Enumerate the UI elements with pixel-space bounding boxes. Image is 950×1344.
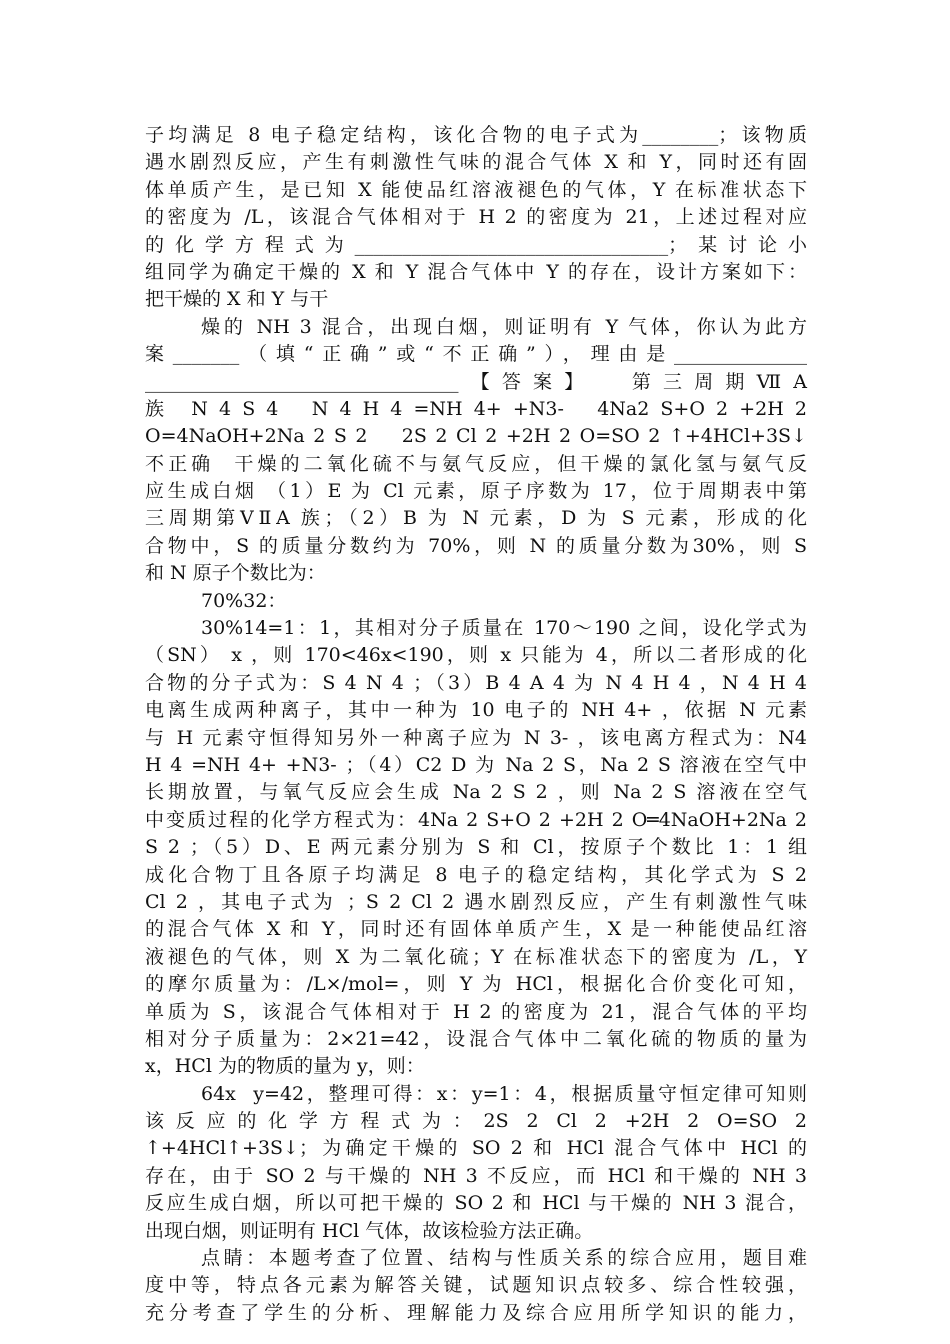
text-line: 与 H 元素守恒得知另外一种离子应为 N 3- ，该电离方程式为：N4 [145,726,807,749]
text-line: 子均满足 8 电子稳定结构，该化合物的电子式为________；该物质 [145,124,807,146]
text-line: 中变质过程的化学方程式为：4Na 2 S+O 2 +2H 2 O═4NaOH+2Na 2 [145,808,807,831]
text-line: 度中等，特点各元素为解答关键，试题知识点较多、综合性较强， [145,1274,807,1297]
text-line: 案_______（填“正确”或“不正确”），理由是______________ [145,343,807,366]
text-line: 的摩尔质量为：/L×/mol=，则 Y 为 HCl，根据化合价变化可知， [145,973,807,996]
text-line: 70%32： [201,589,287,612]
text-line: 充分考查了学生的分析、理解能力及综合应用所学知识的能力， [145,1301,807,1324]
text-line: 相对分子质量为：2×21=42，设混合气体中二氧化硫的物质的量为 [145,1027,807,1050]
text-line: 点睛：本题考查了位置、结构与性质关系的综合应用，题目难 [201,1247,807,1270]
text-line: 族 N 4 S 4 N 4 H 4 =NH 4+ +N3- 4Na2 S+O 2 +2H 2 [145,397,807,420]
text-line: ↑+4HCl↑+3S↓；为确定干燥的 SO 2 和 HCl 混合气体中 HCl 的 [145,1137,807,1160]
text-line: 和 N 原子个数比为： [145,562,326,585]
text-line: 存在，由于 SO 2 与干燥的 NH 3 不反应，而 HCl 和干燥的 NH 3 [145,1164,807,1187]
text-line: 液褪色的气体，则 X 为二氧化硫；Y 在标准状态下的密度为 /L，Y [145,945,807,968]
text-line: 长期放置，与氧气反应会生成 Na 2 S 2 ，则 Na 2 S 溶液在空气 [145,781,807,804]
text-line: 体单质产生，是已知 X 能使品红溶液褪色的气体，Y 在标准状态下 [145,178,807,201]
document-body [145,122,807,1327]
text-line: O=4NaOH+2Na 2 S 2 2S 2 Cl 2 +2H 2 O=SO 2 ↑+4HCl+3S↓ [145,425,807,448]
text-line: 合物中，S 的质量分数约为 70%，则 N 的质量分数为30%，则 S [145,534,807,557]
text-line: 把干燥的 X 和 Y 与干 [145,288,329,311]
text-line: 64x y=42，整理可得：x：y=1：4，根据质量守恒定律可知则 [201,1082,807,1105]
text-line: 遇水剧烈反应，产生有刺激性气味的混合气体 X 和 Y，同时还有固 [145,151,807,174]
text-line: 的混合气体 X 和 Y，同时还有固体单质产生，X 是一种能使品红溶 [145,918,807,941]
text-line: 三周期第ⅤⅡA 族；（2）B 为 N 元素，D 为 S 元素，形成的化 [145,507,807,530]
text-line: 单质为 S，该混合气体相对于 H 2 的密度为 21，混合气体的平均 [145,1000,807,1023]
text-line: 该反应的化学方程式为：2S 2 Cl 2 +2H 2 O=SO 2 [145,1110,807,1133]
text-line: 不正确 干燥的二氧化硫不与氨气反应，但干燥的氯化氢与氨气反 [145,452,807,475]
text-line: H 4 =NH 4+ +N3- ；（4）C2 D 为 Na 2 S，Na 2 S 溶液在空气中 [145,753,807,776]
text-line: 燥的 NH 3 混合，出现白烟，则证明有 Y 气体，你认为此方 [201,315,807,338]
text-line: _________________________________【答案】 第三周期ⅦA [145,370,807,393]
text-line: 30%14=1：1，其相对分子质量在 170～190 之间，设化学式为 [201,617,807,640]
text-line: 的化学方程式为_________________________________；某讨论小 [145,233,807,256]
text-line: 成化合物丁且各原子均满足 8 电子的稳定结构，其化学式为 S 2 [145,863,807,886]
text-line: 出现白烟，则证明有 HCl 气体，故该检验方法正确。 [145,1219,594,1242]
text-line: 组同学为确定干燥的 X 和 Y 混合气体中 Y 的存在，设计方案如下： [145,260,807,283]
text-line: 反应生成白烟，所以可把干燥的 SO 2 和 HCl 与干燥的 NH 3 混合， [145,1192,807,1215]
text-line: 合物的分子式为：S 4 N 4 ；（3）B 4 A 4 为 N 4 H 4 ，N 4 H 4 [145,671,807,694]
text-line: Cl 2 ，其电子式为 ；S 2 Cl 2 遇水剧烈反应，产生有刺激性气味 [145,890,807,913]
text-line: 应生成白烟 （1）E 为 Cl 元素，原子序数为 17，位于周期表中第 [145,480,807,503]
text-line: 电离生成两种离子，其中一种为 10 电子的 NH 4+ ，依据 N 元素 [145,699,807,722]
text-line: x，HCl 为的物质的量为 y，则： [145,1055,425,1078]
text-line: S 2 ；（5）D、E 两元素分别为 S 和 Cl，按原子个数比 1：1 组 [145,836,807,859]
text-line: 的密度为 /L，该混合气体相对于 H 2 的密度为 21，上述过程对应 [145,206,807,229]
text-line: （SN） x ，则 170<46x<190，则 x 只能为 4，所以二者形成的化 [145,644,807,667]
